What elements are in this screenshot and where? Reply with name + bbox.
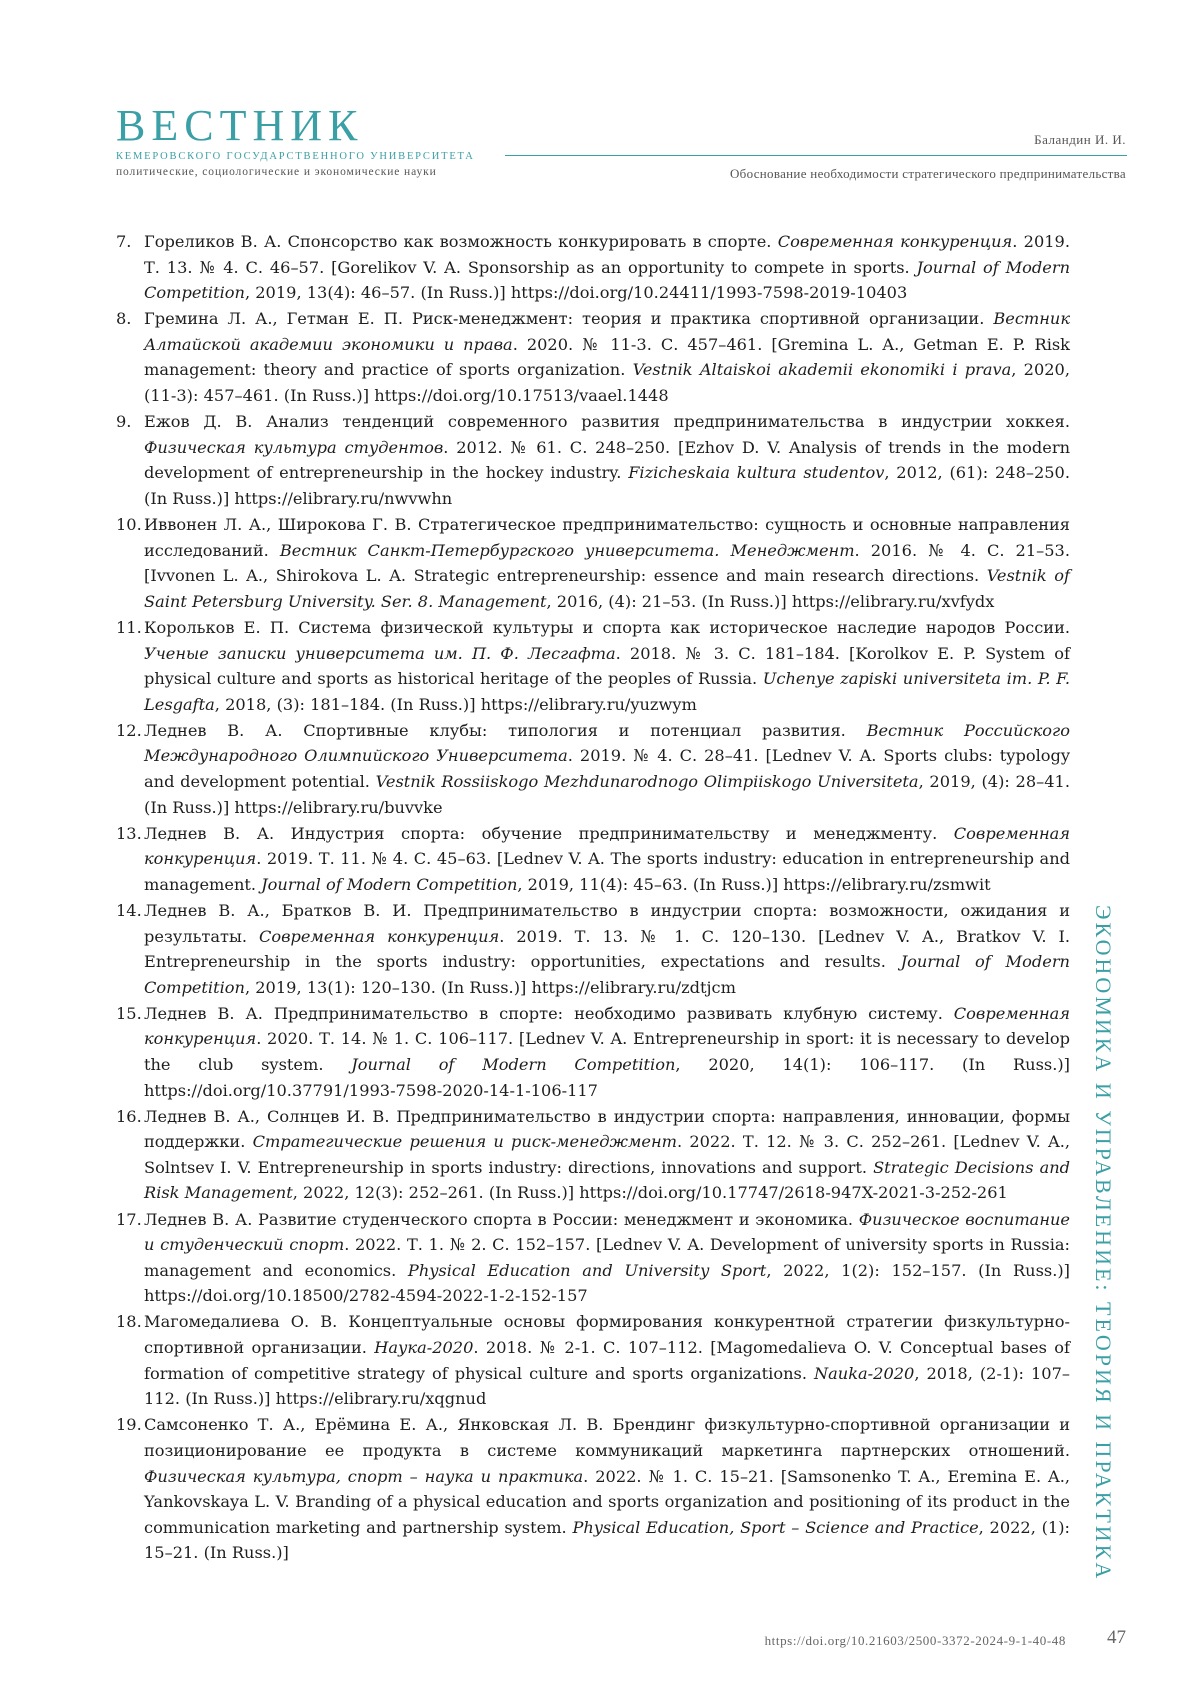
- reference-item: [116, 512, 1070, 614]
- reference-fragment: Леднев В. А., Солнцев И. В. Предпринимательство в индустрии спорта: направления, инновации, формы поддержки.: [144, 1106, 1070, 1152]
- reference-source: Ученые записки университета им. П. Ф. Лесгафта: [144, 643, 616, 663]
- reference-source: Наука-2020: [374, 1338, 474, 1358]
- section-sidebar: [1090, 905, 1118, 1595]
- reference-text: [144, 824, 1070, 894]
- reference-source: Strategic Decisions and Risk Management: [144, 1157, 1071, 1203]
- running-article-title: Обоснование необходимости стратегического предпринимательства: [729, 166, 1126, 181]
- reference-fragment: . 2019. Т. 13. № 1. С. 120–130. [Lednev V. A., Bratkov V. I. Entrepreneurship in the sports industry: opportunities, expectations and results.: [144, 926, 1070, 972]
- footer-doi[interactable]: https://doi.org/10.21603/2500-3372-2024-9-1-40-48: [764, 1633, 1066, 1648]
- reference-text: [144, 1210, 1070, 1306]
- reference-source: Современная конкуренция: [144, 823, 1070, 869]
- reference-fragment: . 2020. Т. 14. № 1. С. 106–117. [Lednev V. A. Entrepreneurship in sport: it is necessary to develop the club system.: [144, 1029, 1070, 1074]
- reference-fragment: , 2019, 13(1): 120–130. (In Russ.)] https://elibrary.ru/zdtjcm: [244, 977, 736, 997]
- reference-source: Vestnik of Saint Petersburg University. Ser. 8. Management: [144, 566, 1070, 611]
- reference-source: Стратегические решения и риск-менеджмент: [252, 1132, 677, 1152]
- reference-fragment: Леднев В. А. Индустрия спорта: обучение предпринимательству и менеджменту.: [144, 823, 954, 843]
- reference-fragment: Леднев В. А. Развитие студенческого спорта в России: менеджмент и экономика.: [144, 1209, 859, 1229]
- reference-fragment: . 2018. № 2-1. С. 107–112. [Magomedalieva O. V. Conceptual bases of formation of competitive strategy of physical culture and sports organizations.: [144, 1338, 1070, 1383]
- reference-source: Journal of Modern Competition: [351, 1055, 676, 1074]
- reference-source: Physical Education, Sport – Science and Practice: [572, 1517, 979, 1537]
- reference-item: [116, 409, 1070, 511]
- reference-source: Современная конкуренция: [258, 926, 500, 946]
- reference-fragment: . 2012. № 61. С. 248–250. [Ezhov D. V. Analysis of trends in the modern development of entrepreneurship in the hockey industry.: [144, 437, 1070, 483]
- reference-fragment: . 2022. Т. 1. № 2. С. 152–157. [Lednev V. A. Development of university sports in Russia: management and economics.: [144, 1235, 1070, 1280]
- reference-fragment: , 2018, (2-1): 107–112. (In Russ.)] https://elibrary.ru/xqgnud: [144, 1363, 1070, 1409]
- reference-item: [116, 1207, 1070, 1309]
- reference-source: Journal of Modern Competition: [261, 874, 518, 894]
- reference-fragment: Магомедалиева О. В. Концептуальные основы формирования конкурентной стратегии физкультурно-спортивной организации.: [144, 1312, 1070, 1358]
- reference-number: 17.: [116, 1209, 142, 1229]
- reference-number: 13.: [116, 823, 142, 843]
- reference-source: Современная конкуренция: [144, 1003, 1070, 1049]
- reference-fragment: . 2019. Т. 13. № 4. С. 46–57. [Gorelikov V. A. Sponsorship as an opportunity to compete in sports.: [144, 232, 1070, 277]
- journal-title: ВЕСТНИК: [116, 101, 364, 150]
- reference-source: Uchenye zapiski universiteta im. P. F. Lesgafta: [144, 669, 1071, 714]
- reference-fragment: Иввонен Л. А., Широкова Г. В. Стратегическое предпринимательство: сущность и основные направления исследований.: [144, 515, 1070, 560]
- reference-source: Физическое воспитание и студенческий спорт: [144, 1209, 1070, 1255]
- reference-item: [116, 1309, 1070, 1411]
- reference-fragment: , 2012, (61): 248–250. (In Russ.)] https://elibrary.ru/nwvwhn: [144, 463, 1070, 508]
- reference-fragment: . 2019. Т. 11. № 4. С. 45–63. [Lednev V. A. The sports industry: education in entrepreneurship and management.: [144, 849, 1070, 894]
- reference-text: [144, 618, 1070, 714]
- reference-text: [144, 1415, 1070, 1562]
- page-number: 47: [1107, 1627, 1126, 1648]
- reference-item: [116, 898, 1070, 1000]
- journal-series: политические, социологические и экономические науки: [116, 166, 437, 178]
- running-author: Баландин И. И.: [1034, 132, 1126, 147]
- reference-fragment: , 2020, 14(1): 106–117. (In Russ.)] https://doi.org/10.37791/1993-7598-2020-14-1-106-117: [144, 1055, 1070, 1100]
- reference-source: Вестник Российского Международного Олимпийского Университета: [144, 720, 1070, 766]
- reference-source: Физическая культура студентов: [144, 437, 444, 457]
- reference-text: [144, 1004, 1070, 1100]
- reference-fragment: . 2016. № 4. С. 21–53. [Ivvonen L. A., Shirokova L. A. Strategic entrepreneurship: essence and main research directions.: [144, 540, 1070, 586]
- reference-fragment: , 2018, (3): 181–184. (In Russ.)] https://elibrary.ru/yuzwym: [214, 694, 697, 714]
- reference-text: [144, 901, 1070, 997]
- reference-fragment: , 2019, (4): 28–41. (In Russ.)] https://elibrary.ru/buvvke: [144, 771, 1070, 817]
- reference-fragment: Гремина Л. А., Гетман Е. П. Риск-менеджмент: теория и практика спортивной организации.: [144, 309, 994, 329]
- reference-number: 8.: [116, 309, 132, 329]
- reference-fragment: , 2022, 1(2): 152–157. (In Russ.)] https://doi.org/10.18500/2782-4594-2022-1-2-152-157: [144, 1260, 1070, 1306]
- reference-text: [144, 232, 1070, 302]
- header-divider: [505, 155, 1127, 156]
- reference-item: [116, 615, 1070, 717]
- reference-text: [144, 1312, 1070, 1408]
- reference-number: 11.: [116, 617, 142, 637]
- reference-number: 10.: [116, 515, 142, 535]
- reference-fragment: Корольков Е. П. Система физической культуры и спорта как историческое наследие народов России.: [144, 617, 1070, 637]
- reference-fragment: , 2022, (1): 15–21. (In Russ.)]: [144, 1517, 1070, 1563]
- reference-fragment: , 2022, 12(3): 252–261. (In Russ.)] https://doi.org/10.17747/2618-947X-2021-3-252-261: [292, 1183, 1008, 1203]
- reference-text: [144, 309, 1070, 405]
- reference-fragment: . 2022. № 1. С. 15–21. [Samsonenko T. A., Eremina E. A., Yankovskaya L. V. Branding of a physical education and sports organization and positioning of its product in the communication marketing and partnership system.: [144, 1466, 1070, 1537]
- reference-source: Вестник Алтайской академии экономики и права: [144, 309, 1070, 354]
- reference-item: [116, 718, 1070, 820]
- reference-text: [144, 515, 1070, 611]
- reference-fragment: Самсоненко Т. А., Ерёмина Е. А., Янковская Л. В. Брендинг физкультурно-спортивной организации и позиционирование ее продукта в системе коммуникаций маркетинга партнерских отношений.: [144, 1415, 1070, 1460]
- reference-number: 15.: [116, 1003, 142, 1023]
- reference-item: [116, 1104, 1070, 1206]
- reference-item: [116, 229, 1070, 306]
- section-title: ЭКОНОМИКА И УПРАВЛЕНИЕ: ТЕОРИЯ И ПРАКТИКА: [1091, 905, 1116, 1582]
- reference-item: [116, 306, 1070, 408]
- reference-fragment: . 2018. № 3. С. 181–184. [Korolkov E. P. System of physical culture and sports as historical heritage of the peoples of Russia.: [144, 643, 1070, 689]
- reference-item: [116, 1001, 1070, 1103]
- reference-number: 14.: [116, 900, 142, 920]
- reference-fragment: . 2020. № 11-3. С. 457–461. [Gremina L. A., Getman E. P. Risk management: theory and practice of sports organization.: [144, 334, 1070, 380]
- reference-fragment: , 2020, (11-3): 457–461. (In Russ.)] https://doi.org/10.17513/vaael.1448: [144, 360, 1070, 406]
- reference-source: Journal of Modern Competition: [144, 952, 1070, 997]
- reference-fragment: Леднев В. А. Предпринимательство в спорте: необходимо развивать клубную систему.: [144, 1003, 954, 1023]
- reference-fragment: . 2022. Т. 12. № 3. С. 252–261. [Lednev V. A., Solntsev I. V. Entrepreneurship in sports industry: directions, innovations and support.: [144, 1132, 1070, 1177]
- reference-source: Journal of Modern Competition: [144, 257, 1070, 303]
- reference-source: Vestnik Rossiiskogo Mezhdunarodnogo Olimpiiskogo Universiteta: [375, 771, 919, 791]
- reference-number: 18.: [116, 1312, 142, 1332]
- reference-number: 9.: [116, 412, 132, 432]
- reference-fragment: . 2019. № 4. С. 28–41. [Lednev V. A. Sports clubs: typology and development potential.: [144, 746, 1070, 791]
- reference-fragment: Ежов Д. В. Анализ тенденций современного развития предпринимательства в индустрии хоккея.: [144, 412, 1070, 432]
- reference-number: 19.: [116, 1415, 142, 1435]
- journal-subtitle: КЕМЕРОВСКОГО ГОСУДАРСТВЕННОГО УНИВЕРСИТЕТА: [116, 151, 475, 162]
- reference-text: [144, 1107, 1070, 1203]
- reference-source: Современная конкуренция: [777, 232, 1013, 251]
- reference-text: [144, 412, 1070, 508]
- reference-source: Nauka-2020: [813, 1363, 915, 1383]
- reference-text: [144, 721, 1070, 817]
- reference-fragment: Леднев В. А. Спортивные клубы: типология и потенциал развития.: [144, 720, 867, 740]
- reference-fragment: Гореликов В. А. Спонсорство как возможность конкурировать в спорте.: [144, 232, 778, 251]
- reference-source: Vestnik Altaiskoi akademii ekonomiki i prava: [632, 360, 1012, 380]
- reference-fragment: , 2016, (4): 21–53. (In Russ.)] https://elibrary.ru/xvfydx: [546, 591, 995, 611]
- reference-item: [116, 1412, 1070, 1566]
- reference-item: [116, 821, 1070, 898]
- reference-fragment: , 2019, 13(4): 46–57. (In Russ.)] https://doi.org/10.24411/1993-7598-2019-10403: [244, 283, 908, 303]
- reference-source: Физическая культура, спорт – наука и практика: [144, 1466, 584, 1486]
- reference-list: [116, 229, 1070, 1566]
- reference-number: 12.: [116, 720, 142, 740]
- reference-number: 7.: [116, 232, 132, 251]
- reference-source: Вестник Санкт-Петербургского университета. Менеджмент: [279, 540, 855, 560]
- reference-source: Fizicheskaia kultura studentov: [628, 463, 885, 483]
- reference-fragment: Леднев В. А., Братков В. И. Предпринимательство в индустрии спорта: возможности, ожидания и результаты.: [144, 900, 1070, 946]
- reference-number: 16.: [116, 1106, 142, 1126]
- reference-fragment: , 2019, 11(4): 45–63. (In Russ.)] https://elibrary.ru/zsmwit: [517, 874, 991, 894]
- reference-source: Physical Education and University Sport: [407, 1260, 767, 1280]
